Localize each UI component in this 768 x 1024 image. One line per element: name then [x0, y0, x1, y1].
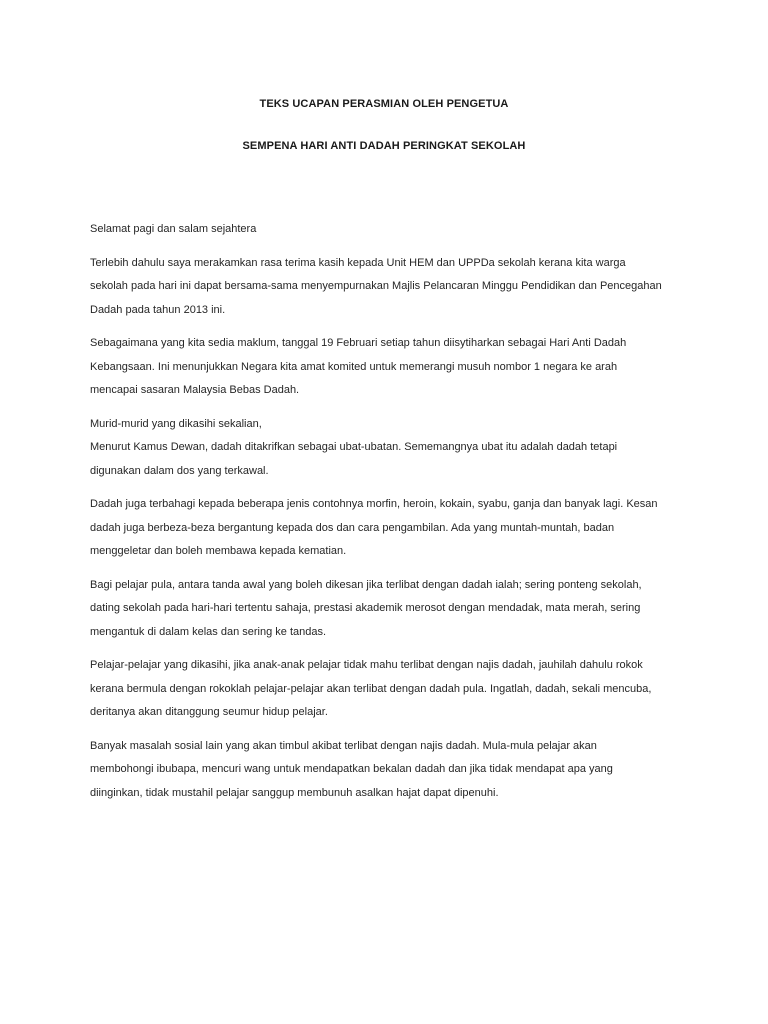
document-title: TEKS UCAPAN PERASMIAN OLEH PENGETUA	[259, 98, 509, 110]
paragraph-line: deritanya akan ditanggung seumur hidup pelajar.	[90, 706, 328, 718]
document-subtitle: SEMPENA HARI ANTI DADAH PERINGKAT SEKOLAH	[242, 140, 526, 152]
paragraph	[90, 332, 690, 403]
paragraph-line: Pelajar-pelajar yang dikasihi, jika anak-anak pelajar tidak mahu terlibat dengan najis dadah, jauhilah dahulu rokok	[90, 659, 643, 671]
paragraph-line: membohongi ibubapa, mencuri wang untuk mendapatkan bekalan dadah dan jika tidak mendapat apa yang	[90, 763, 613, 775]
paragraph-line: Dadah pada tahun 2013 ini.	[90, 303, 226, 316]
paragraph-line: Kebangsaan. Ini menunjukkan Negara kita amat komited untuk memerangi musuh nombor 1 negara ke arah	[90, 360, 618, 373]
paragraph-line: Murid-murid yang dikasihi sekalian,	[90, 417, 262, 430]
paragraph	[90, 654, 690, 725]
paragraph-line: diinginkan, tidak mustahil pelajar sanggup membunuh asalkan hajat dapat dipenuhi.	[90, 786, 499, 799]
paragraph-line: sekolah pada hari ini dapat bersama-sama menyempurnakan Majlis Pelancaran Minggu Pendidikan dan Pencegahan	[90, 280, 662, 292]
paragraph-line: Dadah juga terbahagi kepada beberapa jenis contohnya morfin, heroin, kokain, syabu, ganja dan banyak lagi. Kesan	[90, 498, 658, 510]
paragraph-line: Menurut Kamus Dewan, dadah ditakrifkan sebagai ubat-ubatan. Sememangnya ubat itu adalah dadah tetapi	[90, 441, 618, 453]
paragraph-line: mengantuk di dalam kelas dan sering ke tandas.	[90, 625, 327, 638]
paragraph	[90, 735, 690, 806]
paragraph	[90, 413, 690, 484]
paragraph-line: kerana bermula dengan rokoklah pelajar-pelajar akan terlibat dengan dadah pula. Ingatlah, dadah, sekali mencuba,	[90, 682, 652, 695]
paragraph-line: Banyak masalah sosial lain yang akan timbul akibat terlibat dengan najis dadah. Mula-mula pelajar akan	[90, 739, 597, 752]
paragraph-line: mencapai sasaran Malaysia Bebas Dadah.	[90, 384, 300, 396]
paragraph-line: menggeletar dan boleh membawa kepada kematian.	[90, 545, 347, 557]
paragraph-line: dadah juga berbeza-beza bergantung kepada dos dan cara pengambilan. Ada yang muntah-muntah, badan	[90, 521, 615, 534]
paragraph	[90, 574, 690, 645]
paragraph-line: digunakan dalam dos yang terkawal.	[90, 464, 269, 477]
paragraph	[90, 218, 690, 242]
paragraph	[90, 252, 690, 323]
document-body	[90, 218, 690, 815]
paragraph-line: Bagi pelajar pula, antara tanda awal yang boleh dikesan jika terlibat dengan dadah ialah; sering ponteng sekolah,	[90, 578, 642, 591]
paragraph-line: Sebagaimana yang kita sedia maklum, tanggal 19 Februari setiap tahun diisytiharkan sebagai Hari Anti Dadah	[90, 337, 627, 349]
paragraph-line: dating sekolah pada hari-hari tertentu sahaja, prestasi akademik merosot dengan mendadak, mata merah, sering	[90, 602, 641, 614]
paragraph-line: Selamat pagi dan salam sejahtera	[90, 223, 257, 235]
paragraph-line: Terlebih dahulu saya merakamkan rasa terima kasih kepada Unit HEM dan UPPDa sekolah kerana kita warga	[90, 256, 626, 269]
paragraph	[90, 493, 690, 564]
